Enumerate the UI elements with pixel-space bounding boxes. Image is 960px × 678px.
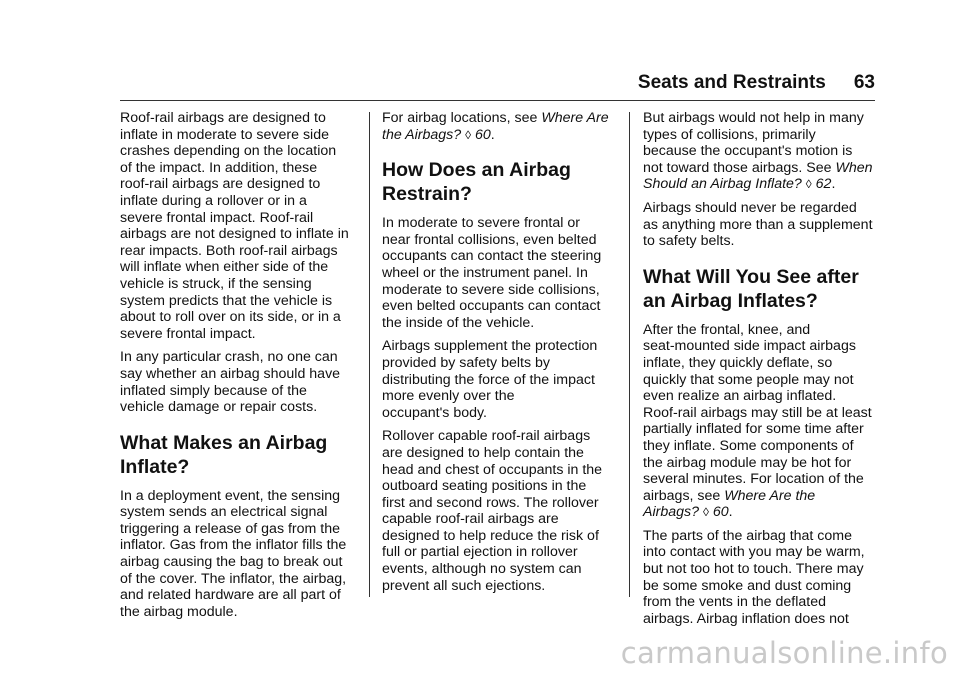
text-line: wheel or the instrument panel. In	[382, 264, 588, 281]
text-line: Airbags supplement the protection	[382, 338, 598, 355]
section-title: Seats and Restraints	[637, 72, 826, 93]
heading-line: What Makes an Airbag	[120, 431, 328, 454]
text-line: even realize an airbag inflated.	[643, 388, 837, 405]
text-line: head and chest of occupants in the	[382, 461, 603, 478]
text-line: they inflate. Some components of	[643, 437, 854, 454]
cross-reference-link[interactable]: the Airbags?	[382, 126, 462, 143]
text-line: but not too hot to touch. There may	[643, 561, 864, 578]
text-line	[382, 127, 630, 144]
text-line: more evenly over the	[382, 388, 515, 405]
column-2	[382, 110, 630, 601]
page-ref-icon: ◊	[702, 505, 709, 520]
text-line: the airbag module.	[120, 603, 238, 620]
paragraph	[120, 349, 368, 415]
section-heading	[643, 265, 891, 313]
text-line: several minutes. For location of the	[643, 471, 864, 488]
text-line: vehicle is struck, if the sensing	[120, 275, 312, 292]
cross-reference-link[interactable]: Where Are the	[724, 487, 816, 504]
paragraph	[382, 338, 630, 421]
text-line: even belted occupants can contact	[382, 298, 601, 315]
text-line: occupant's body.	[382, 404, 487, 421]
text-line: airbag causing the bag to break out	[120, 554, 343, 571]
text-line: inflate during a rollover or in a	[120, 192, 307, 209]
text-line: to safety belts.	[643, 233, 735, 250]
text-line: After the frontal, knee, and	[643, 321, 811, 338]
text-line	[643, 504, 891, 521]
page-ref-icon: ◊	[465, 127, 472, 142]
paragraph	[120, 488, 368, 621]
text-line	[382, 110, 630, 127]
paragraph	[382, 110, 630, 143]
text-line: severe frontal impact. Roof-rail	[120, 209, 314, 226]
header-rule	[120, 100, 875, 101]
text-line: airbags are not designed to inflate in	[120, 226, 349, 243]
heading-line: an Airbag Inflates?	[643, 289, 818, 312]
text-line: But airbags would not help in many	[643, 110, 864, 126]
text-line: inflated simply because of the	[120, 382, 307, 399]
column-divider	[369, 112, 370, 597]
text-line: provided by safety belts by	[382, 354, 550, 371]
text-line: system sends an electrical signal	[120, 504, 328, 521]
text-line: events, although no system can	[382, 561, 582, 578]
text-line: outboard seating positions in the	[382, 478, 587, 495]
cross-reference-link[interactable]: Should an Airbag Inflate?	[643, 176, 802, 193]
column-1	[120, 110, 368, 627]
page-reference[interactable]: 60	[471, 126, 491, 143]
paragraph	[643, 322, 891, 521]
text-line: of the impact. In addition, these	[120, 159, 318, 176]
text-line: designed to help reduce the risk of	[382, 527, 599, 544]
watermark: carmanualsonline.info	[620, 636, 948, 670]
text-fragment: .	[490, 126, 495, 143]
text-line: full or partial ejection in rollover	[382, 544, 578, 561]
paragraph	[382, 428, 630, 594]
text-line: In a deployment event, the sensing	[120, 487, 341, 504]
page-ref-icon: ◊	[805, 177, 812, 192]
text-line: quickly that some people may not	[643, 371, 854, 388]
text-line: the airbag module may be hot for	[643, 454, 852, 471]
heading-line: How Does an Airbag	[382, 159, 571, 182]
text-line: Rollover capable roof-rail airbags	[382, 428, 591, 445]
text-fragment: For airbag locations, see	[382, 110, 542, 126]
text-line: Roof-rail airbags may still be at least	[643, 404, 872, 421]
text-line: are designed to help contain the	[382, 444, 584, 461]
text-line: capable roof-rail airbags are	[382, 511, 559, 528]
text-line: will inflate when either side of the	[120, 259, 329, 276]
text-line: types of collisions, primarily	[643, 126, 816, 143]
text-line: inflate in moderate to severe side	[120, 126, 329, 143]
text-line: airbags. Airbag inflation does not	[643, 610, 849, 627]
text-line: In moderate to severe frontal or	[382, 215, 580, 232]
text-fragment: .	[831, 176, 836, 193]
heading-line: Restrain?	[382, 183, 472, 206]
text-line: rear impacts. Both roof-rail airbags	[120, 242, 338, 259]
text-line: of the cover. The inflator, the airbag,	[120, 570, 347, 587]
paragraph	[643, 110, 891, 193]
text-line: Airbags should never be regarded	[643, 199, 857, 216]
paragraph	[643, 200, 891, 250]
section-heading	[120, 431, 368, 479]
text-line: distributing the force of the impact	[382, 371, 595, 388]
section-heading	[382, 158, 630, 206]
text-line	[643, 176, 891, 193]
text-line	[643, 160, 891, 177]
text-line: near frontal collisions, even belted	[382, 231, 597, 248]
text-line: into contact with you may be warm,	[643, 544, 865, 561]
text-line: inflate, they quickly deflate, so	[643, 354, 833, 371]
text-line: about to roll over on its side, or in a	[120, 309, 341, 326]
text-line: say whether an airbag should have	[120, 365, 341, 382]
text-line: inflator. Gas from the inflator fills the	[120, 537, 347, 554]
cross-reference-link[interactable]: Where Are	[541, 110, 609, 126]
text-fragment: not toward those airbags. See	[643, 159, 836, 176]
text-line: first and second rows. The rollover	[382, 494, 599, 511]
column-3	[643, 110, 891, 634]
text-line: triggering a release of gas from the	[120, 520, 341, 537]
text-line	[643, 488, 891, 505]
text-line: Roof-rail airbags are designed to	[120, 110, 326, 126]
text-line: from the vents in the deflated	[643, 594, 826, 611]
paragraph	[382, 215, 630, 331]
text-line: roof-rail airbags are designed to	[120, 176, 321, 193]
text-line: and related hardware are all part of	[120, 587, 341, 604]
text-fragment: .	[728, 504, 733, 521]
text-line: partially inflated for some time after	[643, 421, 864, 438]
text-line: prevent all such ejections.	[382, 577, 546, 594]
text-line: as anything more than a supplement	[643, 216, 873, 233]
paragraph	[120, 110, 368, 342]
text-line: The parts of the airbag that come	[643, 527, 852, 544]
text-line: seat-mounted side impact airbags	[643, 338, 856, 355]
text-line: moderate to severe side collisions,	[382, 281, 600, 298]
cross-reference-link[interactable]: When	[835, 159, 873, 176]
text-fragment: airbags, see	[643, 487, 725, 504]
text-line: vehicle damage or repair costs.	[120, 399, 318, 416]
page-reference[interactable]: 62	[811, 176, 832, 193]
text-line: severe frontal impact.	[120, 325, 256, 342]
text-line: the inside of the vehicle.	[382, 314, 535, 331]
page-number: 63	[853, 72, 875, 93]
text-line: crashes depending on the location	[120, 143, 337, 160]
text-line: be some smoke and dust coming	[643, 577, 852, 594]
heading-line: Inflate?	[120, 455, 190, 478]
text-line: system predicts that the vehicle is	[120, 292, 333, 309]
running-head	[638, 72, 875, 94]
page-reference[interactable]: 60	[708, 504, 729, 521]
cross-reference-link[interactable]: Airbags?	[643, 504, 699, 521]
text-line: In any particular crash, no one can	[120, 349, 338, 366]
text-line: occupants can contact the steering	[382, 248, 602, 265]
heading-line: What Will You See after	[643, 265, 859, 288]
paragraph	[643, 528, 891, 628]
text-line: because the occupant's motion is	[643, 143, 853, 160]
